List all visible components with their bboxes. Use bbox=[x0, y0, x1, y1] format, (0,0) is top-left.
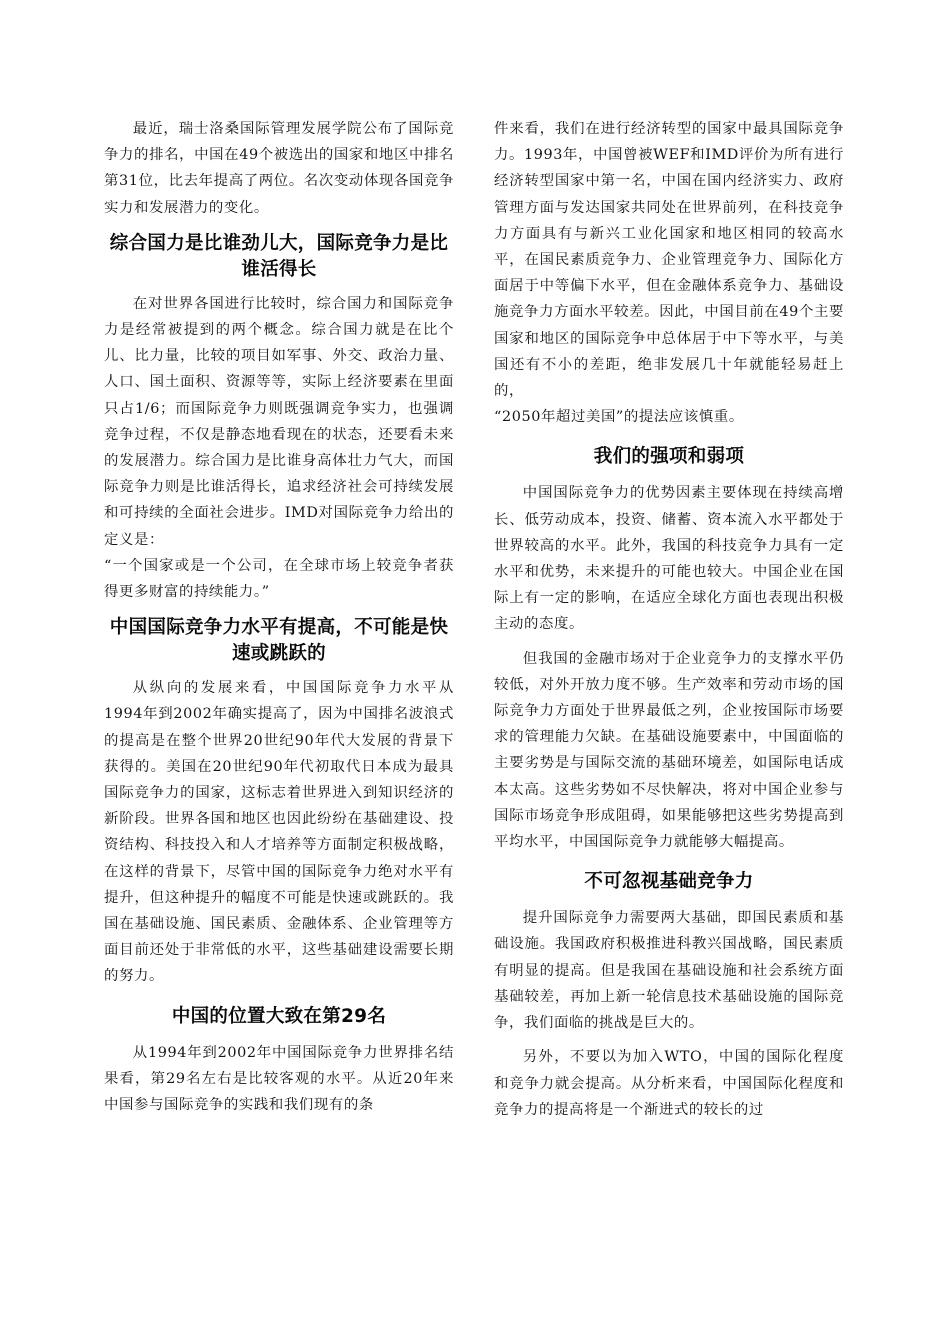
left-column bbox=[104, 116, 454, 1118]
section-heading-comprehensive-power: 综合国力是比谁劲儿大，国际竞争力是比谁活得长 bbox=[109, 232, 449, 280]
paragraph-strengths: 中国国际竞争力的优势因素主要体现在持续高增长、低劳动成本，投资、储蓄、资本流入水平都处于世界较高的水平。此外，我国的科技竞争力具有一定水平和优势，未来提升的可能也较大。中国企业在国际上有一定的影响，在适应全球化方面也表现出积极主动的态度。 bbox=[494, 485, 844, 633]
paragraph-2050-caution: “2050年超过美国”的提法应该慎重。 bbox=[494, 409, 744, 426]
paragraph-weaknesses: 但我国的金融市场对于企业竞争力的支撑水平仍较低，对外开放力度不够。生产效率和劳动市场的国际竞争力方面处于世界最低之列，企业按国际市场要求的管理能力欠缺。在基础设施要素中，中国面临的主要劣势是与国际交流的基础环境差，如国际电话成本太高。这些劣势如不尽快解决，将对中国企业参与国际市场竞争形成阻碍，如果能够把这些劣势提高到平均水平，中国国际竞争力就能够大幅提高。 bbox=[494, 650, 844, 851]
intro-paragraph: 最近，瑞士洛桑国际管理发展学院公布了国际竞争力的排名，中国在49个被选出的国家和地区中排名第31位，比去年提高了两位。名次变动体现各国竞争实力和发展潜力的变化。 bbox=[104, 121, 454, 216]
right-column bbox=[494, 116, 844, 1123]
section-heading-rank-29: 中国的位置大致在第29名 bbox=[171, 1005, 387, 1027]
paragraph-rank-29-continued: 件来看，我们在进行经济转型的国家中最具国际竞争力。1993年，中国曾被WEF和IMD评价为所有进行经济转型国家中第一名，中国在国内经济实力、政府管理方面与发达国家共同处在世界前列，在科技竞争力方面具有与新兴工业化国家和地区相同的较高水平，在国民素质竞争力、企业管理竞争力、国际化方面居于中等偏下水平，但在金融体系竞争力、基础设施竞争力方面水平较差。因此，中国目前在49个主要国家和地区的国际竞争中总体居于中下等水平，与美国还有不小的差距，绝非发展几十年就能轻易赶上的， bbox=[494, 121, 844, 400]
paragraph-comprehensive-power: 在对世界各国进行比较时，综合国力和国际竞争力是经常被提到的两个概念。综合国力就是在比个儿、比力量，比较的项目如军事、外交、政治力量、人口、国土面积、资源等等，实际上经济要素在里面只占1/6；而国际竞争力则既强调竞争实力，也强调竞争过程，不仅是静态地看现在的状态，还要看未来的发展潜力。综合国力是比谁身高体壮力气大，而国际竞争力则是比谁活得长，追求经济社会可持续发展和可持续的全面社会进步。IMD对国际竞争力给出的定义是： bbox=[104, 295, 454, 548]
paragraph-wto: 另外，不要以为加入WTO，中国的国际化程度和竞争力就会提高。从分析来看，中国国际化程度和竞争力的提高将是一个渐进式的较长的过 bbox=[494, 1049, 844, 1118]
paragraph-competitiveness-improved: 从纵向的发展来看，中国国际竞争力水平从1994年到2002年确实提高了，因为中国排名波浪式的提高是在整个世界20世纪90年代大发展的背景下获得的。美国在20世纪90年代初取代日本成为最具国际竞争力的国家，这标志着世界进入到知识经济的新阶段。世界各国和地区也因此纷纷在基础建设、投资结构、科技投入和人才培养等方面制定积极战略，在这样的背景下，尽管中国的国际竞争力绝对水平有提升，但这种提升的幅度不可能是快速或跳跃的。我国在基础设施、国民素质、金融体系、企业管理等方面目前还处于非常低的水平，这些基础建设需要长期的努力。 bbox=[104, 680, 454, 985]
section-heading-competitiveness-improved: 中国国际竞争力水平有提高，不可能是快速或跳跃的 bbox=[109, 617, 449, 665]
section-heading-basic-competitiveness: 不可忽视基础竞争力 bbox=[584, 871, 754, 893]
section-heading-strengths-weaknesses: 我们的强项和弱项 bbox=[593, 446, 745, 468]
paragraph-basic-competitiveness: 提升国际竞争力需要两大基础，即国民素质和基础设施。我国政府积极推进科教兴国战略，国民素质有明显的提高。但是我国在基础设施和社会系统方面基础较差，再加上新一轮信息技术基础设施的国际竞争，我们面临的挑战是巨大的。 bbox=[494, 910, 844, 1032]
paragraph-rank-29: 从1994年到2002年中国国际竞争力世界排名结果看，第29名左右是比较客观的水平。从近20年来中国参与国际竞争的实践和我们现有的条 bbox=[104, 1044, 454, 1114]
paragraph-imd-definition: “一个国家或是一个公司，在全球市场上较竞争者获得更多财富的持续能力。” bbox=[104, 557, 454, 601]
